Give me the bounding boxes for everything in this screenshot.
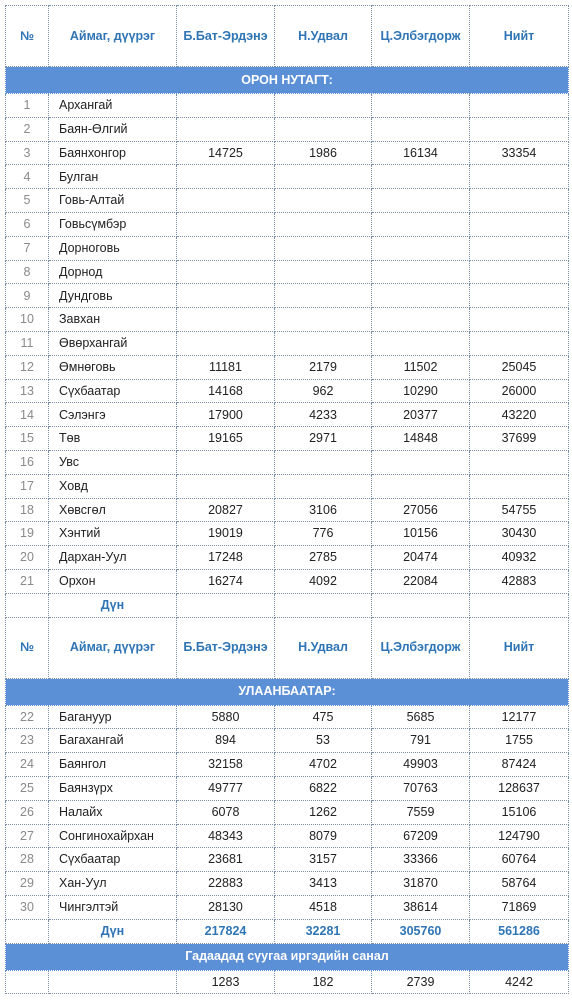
cell-elbegdorj [372, 284, 470, 308]
cell-number: 21 [6, 569, 49, 593]
cell-bat-erdene [177, 165, 275, 189]
cell-total: 37699 [470, 427, 569, 451]
cell-elbegdorj: 2739 [372, 970, 470, 994]
cell-total: 15106 [470, 800, 569, 824]
cell-number: 12 [6, 355, 49, 379]
cell-bat-erdene: 49777 [177, 776, 275, 800]
cell-elbegdorj: 33366 [372, 848, 470, 872]
table-row [6, 379, 569, 403]
total-udval [275, 593, 372, 617]
cell-total: 30430 [470, 522, 569, 546]
table-row [6, 450, 569, 474]
cell-udval [275, 260, 372, 284]
cell-bat-erdene [177, 260, 275, 284]
header-udval: Н.Удвал [275, 6, 372, 67]
cell-elbegdorj: 20474 [372, 546, 470, 570]
table-row [6, 729, 569, 753]
cell-number: 26 [6, 800, 49, 824]
section-aimag [6, 67, 569, 94]
cell-number: 18 [6, 498, 49, 522]
cell-district: Дорнод [49, 260, 177, 284]
cell-district: Говь-Алтай [49, 189, 177, 213]
cell-elbegdorj [372, 94, 470, 118]
cell-udval: 3106 [275, 498, 372, 522]
cell-bat-erdene [177, 212, 275, 236]
cell-number: 29 [6, 872, 49, 896]
cell-district: Хөвсгөл [49, 498, 177, 522]
cell-udval: 4233 [275, 403, 372, 427]
cell-bat-erdene [177, 474, 275, 498]
cell-elbegdorj: 27056 [372, 498, 470, 522]
cell-number: 14 [6, 403, 49, 427]
cell-number: 19 [6, 522, 49, 546]
cell-number: 9 [6, 284, 49, 308]
cell-total: 12177 [470, 705, 569, 729]
table-row [6, 824, 569, 848]
cell-district: Багануур [49, 705, 177, 729]
cell-number: 11 [6, 331, 49, 355]
table-row [6, 403, 569, 427]
cell-district: Төв [49, 427, 177, 451]
header-number: № [6, 6, 49, 67]
total-district: Дүн [49, 919, 177, 943]
cell-udval: 53 [275, 729, 372, 753]
cell-udval: 776 [275, 522, 372, 546]
cell-elbegdorj: 10290 [372, 379, 470, 403]
cell-udval: 475 [275, 705, 372, 729]
cell-bat-erdene: 1283 [177, 970, 275, 994]
cell-district: Сэлэнгэ [49, 403, 177, 427]
cell-bat-erdene [177, 331, 275, 355]
cell-district: Баянхонгор [49, 141, 177, 165]
cell-elbegdorj [372, 212, 470, 236]
cell-bat-erdene [177, 308, 275, 332]
cell-district: Сонгинохайрхан [49, 824, 177, 848]
header-total: Нийт [470, 617, 569, 678]
cell-number: 6 [6, 212, 49, 236]
cell-bat-erdene: 23681 [177, 848, 275, 872]
cell-number: 17 [6, 474, 49, 498]
cell-district: Хан-Уул [49, 872, 177, 896]
cell-total: 124790 [470, 824, 569, 848]
total-total: 561286 [470, 919, 569, 943]
cell-udval: 3157 [275, 848, 372, 872]
cell-number: 10 [6, 308, 49, 332]
section-ulaanbaatar-title: УЛААНБААТАР: [6, 678, 569, 705]
cell-elbegdorj: 67209 [372, 824, 470, 848]
table-row [6, 800, 569, 824]
cell-elbegdorj: 49903 [372, 753, 470, 777]
table-row [6, 308, 569, 332]
cell-elbegdorj [372, 260, 470, 284]
cell-elbegdorj: 70763 [372, 776, 470, 800]
cell-number: 7 [6, 236, 49, 260]
cell-total: 87424 [470, 753, 569, 777]
cell-elbegdorj: 38614 [372, 895, 470, 919]
header-district: Аймаг, дүүрэг [49, 617, 177, 678]
table-row [6, 236, 569, 260]
cell-total [470, 212, 569, 236]
section-ulaanbaatar-total-row [6, 919, 569, 943]
cell-bat-erdene: 6078 [177, 800, 275, 824]
total-udval: 32281 [275, 919, 372, 943]
header-district: Аймаг, дүүрэг [49, 6, 177, 67]
cell-total [470, 284, 569, 308]
header-elbegdorj: Ц.Элбэгдорж [372, 617, 470, 678]
total-number [6, 593, 49, 617]
cell-bat-erdene: 894 [177, 729, 275, 753]
cell-number: 20 [6, 546, 49, 570]
cell-number: 30 [6, 895, 49, 919]
column-header-row [6, 6, 569, 67]
cell-total [470, 236, 569, 260]
cell-udval: 962 [275, 379, 372, 403]
cell-elbegdorj [372, 117, 470, 141]
cell-district: Архангай [49, 94, 177, 118]
table-row [6, 498, 569, 522]
cell-elbegdorj: 16134 [372, 141, 470, 165]
column-header-row [6, 617, 569, 678]
table-row [6, 141, 569, 165]
cell-total: 54755 [470, 498, 569, 522]
cell-total: 4242 [470, 970, 569, 994]
cell-district: Сүхбаатар [49, 848, 177, 872]
cell-udval: 4702 [275, 753, 372, 777]
cell-district: Багахангай [49, 729, 177, 753]
cell-elbegdorj [372, 450, 470, 474]
table-row [6, 331, 569, 355]
header-elbegdorj: Ц.Элбэгдорж [372, 6, 470, 67]
table-row [6, 546, 569, 570]
cell-elbegdorj: 22084 [372, 569, 470, 593]
table-row [6, 427, 569, 451]
cell-number [6, 970, 49, 994]
abroad-votes-row [6, 970, 569, 994]
total-bat-erdene: 217824 [177, 919, 275, 943]
cell-bat-erdene: 17900 [177, 403, 275, 427]
cell-udval: 2971 [275, 427, 372, 451]
table-row [6, 260, 569, 284]
cell-udval [275, 236, 372, 260]
cell-total: 25045 [470, 355, 569, 379]
cell-number: 25 [6, 776, 49, 800]
cell-total [470, 165, 569, 189]
cell-elbegdorj: 5685 [372, 705, 470, 729]
cell-udval: 2179 [275, 355, 372, 379]
table-row [6, 848, 569, 872]
cell-district: Орхон [49, 569, 177, 593]
cell-udval [275, 189, 372, 213]
cell-number: 23 [6, 729, 49, 753]
cell-district: Хэнтий [49, 522, 177, 546]
cell-total: 33354 [470, 141, 569, 165]
cell-elbegdorj [372, 236, 470, 260]
cell-district [49, 970, 177, 994]
cell-elbegdorj: 14848 [372, 427, 470, 451]
cell-district: Ховд [49, 474, 177, 498]
table-row [6, 895, 569, 919]
cell-number: 16 [6, 450, 49, 474]
cell-elbegdorj [372, 331, 470, 355]
header-number: № [6, 617, 49, 678]
cell-bat-erdene: 16274 [177, 569, 275, 593]
cell-district: Өмнөговь [49, 355, 177, 379]
section-aimag-title: ОРОН НУТАГТ: [6, 67, 569, 94]
table-row [6, 705, 569, 729]
header-bat-erdene: Б.Бат-Эрдэнэ [177, 6, 275, 67]
cell-udval [275, 117, 372, 141]
cell-bat-erdene: 20827 [177, 498, 275, 522]
cell-udval: 1262 [275, 800, 372, 824]
cell-district: Булган [49, 165, 177, 189]
total-total [470, 593, 569, 617]
table-row [6, 165, 569, 189]
cell-udval: 1986 [275, 141, 372, 165]
cell-district: Чингэлтэй [49, 895, 177, 919]
cell-district: Завхан [49, 308, 177, 332]
cell-bat-erdene: 28130 [177, 895, 275, 919]
cell-number: 1 [6, 94, 49, 118]
cell-udval [275, 212, 372, 236]
table-row [6, 474, 569, 498]
cell-number: 27 [6, 824, 49, 848]
cell-bat-erdene: 48343 [177, 824, 275, 848]
cell-bat-erdene [177, 236, 275, 260]
cell-elbegdorj: 20377 [372, 403, 470, 427]
table-row [6, 94, 569, 118]
cell-bat-erdene: 14168 [177, 379, 275, 403]
cell-district: Баян-Өлгий [49, 117, 177, 141]
table-row [6, 212, 569, 236]
cell-elbegdorj: 10156 [372, 522, 470, 546]
cell-number: 8 [6, 260, 49, 284]
cell-elbegdorj: 7559 [372, 800, 470, 824]
cell-district: Дархан-Уул [49, 546, 177, 570]
cell-bat-erdene [177, 94, 275, 118]
cell-number: 5 [6, 189, 49, 213]
table-row [6, 117, 569, 141]
cell-total: 71869 [470, 895, 569, 919]
cell-udval: 3413 [275, 872, 372, 896]
cell-bat-erdene: 17248 [177, 546, 275, 570]
cell-bat-erdene: 14725 [177, 141, 275, 165]
total-elbegdorj [372, 593, 470, 617]
cell-total: 40932 [470, 546, 569, 570]
total-district: Дүн [49, 593, 177, 617]
cell-district: Увс [49, 450, 177, 474]
cell-district: Дундговь [49, 284, 177, 308]
cell-bat-erdene: 22883 [177, 872, 275, 896]
cell-district: Өвөрхангай [49, 331, 177, 355]
table-row [6, 753, 569, 777]
cell-udval: 2785 [275, 546, 372, 570]
table-row [6, 776, 569, 800]
section-ulaanbaatar [6, 678, 569, 705]
cell-elbegdorj: 11502 [372, 355, 470, 379]
cell-total [470, 331, 569, 355]
cell-total: 128637 [470, 776, 569, 800]
table-row [6, 284, 569, 308]
cell-number: 24 [6, 753, 49, 777]
cell-udval: 4518 [275, 895, 372, 919]
cell-number: 22 [6, 705, 49, 729]
total-bat-erdene [177, 593, 275, 617]
cell-elbegdorj: 31870 [372, 872, 470, 896]
cell-total: 42883 [470, 569, 569, 593]
cell-bat-erdene [177, 450, 275, 474]
cell-total [470, 308, 569, 332]
cell-total: 26000 [470, 379, 569, 403]
cell-total: 1755 [470, 729, 569, 753]
election-results-table [5, 5, 569, 994]
cell-bat-erdene [177, 117, 275, 141]
cell-udval [275, 308, 372, 332]
cell-total: 60764 [470, 848, 569, 872]
cell-district: Налайх [49, 800, 177, 824]
header-total: Нийт [470, 6, 569, 67]
cell-number: 4 [6, 165, 49, 189]
table-row [6, 522, 569, 546]
cell-udval [275, 284, 372, 308]
cell-elbegdorj [372, 165, 470, 189]
cell-total [470, 189, 569, 213]
cell-bat-erdene: 5880 [177, 705, 275, 729]
cell-total [470, 450, 569, 474]
total-number [6, 919, 49, 943]
cell-udval [275, 331, 372, 355]
cell-district: Говьсүмбэр [49, 212, 177, 236]
cell-total [470, 260, 569, 284]
cell-udval: 6822 [275, 776, 372, 800]
cell-elbegdorj [372, 308, 470, 332]
cell-bat-erdene [177, 189, 275, 213]
cell-number: 2 [6, 117, 49, 141]
cell-udval: 4092 [275, 569, 372, 593]
section-abroad [6, 943, 569, 970]
cell-bat-erdene: 19019 [177, 522, 275, 546]
header-udval: Н.Удвал [275, 617, 372, 678]
cell-bat-erdene: 32158 [177, 753, 275, 777]
cell-number: 15 [6, 427, 49, 451]
cell-total: 43220 [470, 403, 569, 427]
cell-number: 3 [6, 141, 49, 165]
cell-total [470, 94, 569, 118]
table-row [6, 189, 569, 213]
table-row [6, 355, 569, 379]
total-elbegdorj: 305760 [372, 919, 470, 943]
cell-bat-erdene: 11181 [177, 355, 275, 379]
cell-district: Дорноговь [49, 236, 177, 260]
cell-udval [275, 474, 372, 498]
cell-district: Сүхбаатар [49, 379, 177, 403]
cell-elbegdorj [372, 189, 470, 213]
cell-number: 13 [6, 379, 49, 403]
table-row [6, 569, 569, 593]
cell-udval: 182 [275, 970, 372, 994]
table-row [6, 872, 569, 896]
cell-total: 58764 [470, 872, 569, 896]
section-aimag-total-row [6, 593, 569, 617]
cell-bat-erdene [177, 284, 275, 308]
cell-udval [275, 450, 372, 474]
cell-number: 28 [6, 848, 49, 872]
cell-udval [275, 165, 372, 189]
cell-total [470, 474, 569, 498]
cell-elbegdorj: 791 [372, 729, 470, 753]
cell-udval [275, 94, 372, 118]
cell-district: Баянзүрх [49, 776, 177, 800]
cell-total [470, 117, 569, 141]
section-abroad-title: Гадаадад сүугаа иргэдийн санал [6, 943, 569, 970]
header-bat-erdene: Б.Бат-Эрдэнэ [177, 617, 275, 678]
cell-bat-erdene: 19165 [177, 427, 275, 451]
cell-udval: 8079 [275, 824, 372, 848]
cell-district: Баянгол [49, 753, 177, 777]
cell-elbegdorj [372, 474, 470, 498]
